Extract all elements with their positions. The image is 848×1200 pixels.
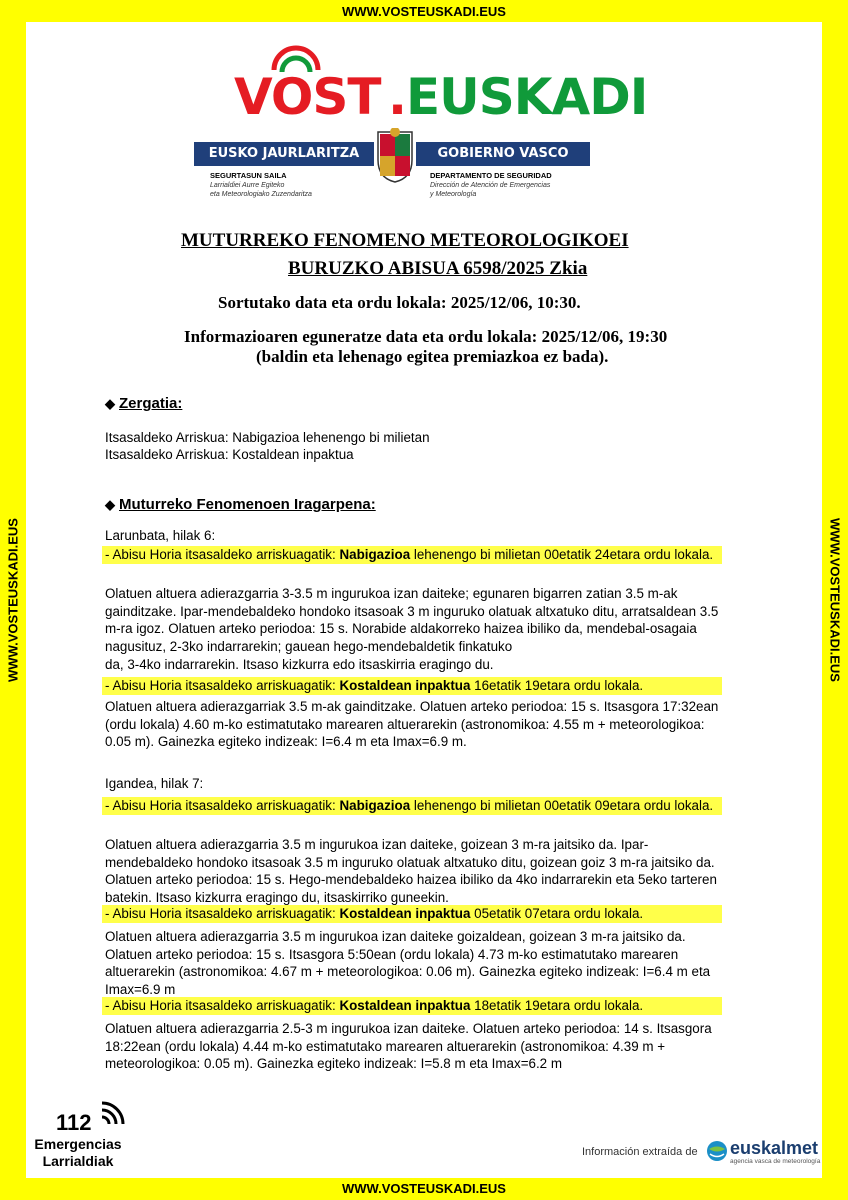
coat-of-arms-icon: [374, 128, 416, 184]
gov-name-spanish: GOBIERNO VASCO: [416, 142, 590, 166]
euskalmet-globe-icon: [706, 1140, 728, 1162]
gov-dept-basque: SEGURTASUN SAILA Larrialdiei Aurre Egiteko eta Meteorologiako Zuzendaritza: [210, 171, 312, 198]
cause-line-1: Itsasaldeko Arriskua: Nabigazioa lehenengo bi milietan: [105, 430, 430, 445]
cause-heading: ◆ Zergatia:: [105, 395, 183, 412]
diamond-bullet-icon: ◆: [105, 497, 115, 512]
day1-warning-coastal: - Abisu Horia itsasaldeko arriskuagatik: Kostaldean inpaktua 16etatik 19etara ordu lokala.: [102, 677, 722, 695]
vost-euskadi-logo: [210, 40, 648, 126]
update-note: (baldin eta lehenago egitea premiazkoa ez bada).: [256, 347, 609, 366]
signal-waves-icon: [98, 1100, 132, 1134]
day2-label: Igandea, hilak 7:: [105, 776, 204, 791]
source-credit: Información extraída de: [582, 1146, 698, 1158]
site-url-right[interactable]: WWW.VOSTEUSKADI.EUS: [827, 518, 843, 682]
day2-warning-coastal-morning: - Abisu Horia itsasaldeko arriskuagatik: Kostaldean inpaktua 05etatik 07etara ordu lokala.: [102, 905, 722, 923]
euskalmet-logo[interactable]: [706, 1138, 826, 1170]
government-logo: [194, 120, 590, 206]
day2-warning-navigation: - Abisu Horia itsasaldeko arriskuagatik: Nabigazioa lehenengo bi milietan 00etatik 09etara ordu lokala.: [102, 797, 722, 815]
day1-warning-navigation: - Abisu Horia itsasaldeko arriskuagatik: Nabigazioa lehenengo bi milietan 00etatik 24etara ordu lokala.: [102, 546, 722, 564]
emergency-label-es: Emergencias: [34, 1136, 122, 1152]
day2-warning-coastal-evening: - Abisu Horia itsasaldeko arriskuagatik: Kostaldean inpaktua 18etatik 19etara ordu lokala.: [102, 997, 722, 1015]
cause-line-2: Itsasaldeko Arriskua: Kostaldean inpaktua: [105, 447, 354, 462]
gov-name-basque: EUSKO JAURLARITZA: [194, 142, 374, 166]
title-line-2: BURUZKO ABISUA 6598/2025 Zkia: [288, 258, 588, 279]
day1-coastal-details: Olatuen altuera adierazgarriak 3.5 m-ak gainditzake. Olatuen arteko periodoa: 15 s. Itsasgora 17:32ean (ordu lokala) 4.60 m-ko estimatutako marearen altuerarekin (astronomikoa: 4.55 m + meteorologikoa: 0.05 m). Gainezka egiteko indizeak: I=6.4 m eta Imax=6.9 m.: [105, 699, 719, 749]
day1-navigation-details-end: da, 3-4ko indarrarekin. Itsaso kizkurra edo itsaskirria eragingo du.: [105, 657, 494, 672]
title-line-1: MUTURREKO FENOMENO METEOROLOGIKOEI: [181, 230, 629, 251]
site-url-left[interactable]: WWW.VOSTEUSKADI.EUS: [5, 518, 21, 682]
euskalmet-tagline: agencia vasca de meteorología: [730, 1158, 821, 1165]
forecast-heading: ◆ Muturreko Fenomenoen Iragarpena:: [105, 496, 376, 513]
site-url-top[interactable]: WWW.VOSTEUSKADI.EUS: [342, 4, 506, 19]
logo-dot: .: [388, 68, 406, 126]
emergency-label-eu: Larrialdiak: [42, 1153, 114, 1169]
day2-navigation-details: Olatuen altuera adierazgarria 3.5 m ingurukoa izan daiteke, goizean 3 m-ra jaitsiko da. Ipar-mendebaldeko hondoko itsasoak 3.5 m inguruko olatuak altxatuko ditu, goizean goiz 3 m-ra jaitsiko da. Olatuen arteko periodoa: 15 s. Hego-mendebaldeko haizea ibiliko da 4ko indarrarekin eta 5eko tarteren batekin. Itsaso kizkurra eragingo du, itsaskirriko guneekin.: [105, 837, 717, 905]
logo-euskadi: EUSKADI: [406, 68, 648, 126]
created-date: Sortutako data eta ordu lokala: 2025/12/06, 10:30.: [218, 293, 581, 312]
update-date: Informazioaren eguneratze data eta ordu lokala: 2025/12/06, 19:30: [184, 327, 668, 346]
euskalmet-name: euskalmet: [730, 1138, 819, 1158]
gov-dept-spanish: DEPARTAMENTO DE SEGURIDAD Dirección de Atención de Emergencias y Meteorología: [430, 171, 552, 198]
day1-label: Larunbata, hilak 6:: [105, 528, 216, 543]
day2-coastal-evening-details: Olatuen altuera adierazgarria 2.5-3 m ingurukoa izan daiteke. Olatuen arteko periodoa: 14 s. Itsasgora 18:22ean (ordu lokala) 4.44 m-ko estimatutako marearen altuerarekin (astronomikoa: 4.39 m + meteorologikoa: 0.05 m). Gainezka egiteko indizeak: I=5.8 m eta Imax=6.2 m: [105, 1021, 712, 1071]
site-url-bottom[interactable]: WWW.VOSTEUSKADI.EUS: [342, 1181, 506, 1196]
logo-vost: VOST: [234, 68, 381, 126]
diamond-bullet-icon: ◆: [105, 396, 115, 411]
day2-coastal-morning-details: Olatuen altuera adierazgarria 3.5 m ingurukoa izan daiteke goizaldean, goizean 3 m-ra jaitsiko da. Olatuen arteko periodoa: 15 s. Itsasgora 5:50ean (ordu lokala) 4.73 m-ko estimatutako marearen altuerarekin (astronomikoa: 4.67 m + meteorologikoa: 0.06 m). Gainezka egiteko indizeak: I=6.4 m eta Imax=6.9 m: [105, 929, 711, 997]
day1-navigation-details: Olatuen altuera adierazgarria 3-3.5 m ingurukoa izan daiteke; egunaren bigarren zatian 3.5 m-ak gainditzake. Ipar-mendebaldeko hondoko itsasoak 3 m inguruko olatuak altxatuko ditu, arratsaldean 3.5 m-ra igoz. Olatuen arteko periodoa: 15 s. Norabide aldakorreko haizea ibiliko da, mendebal-osagaia nagusituz, 2-3ko indarrarekin; gauean hego-mendebaldetik finkatuko: [105, 586, 719, 654]
emergency-112-logo: [26, 1100, 136, 1176]
emergency-number: 112: [56, 1110, 92, 1135]
